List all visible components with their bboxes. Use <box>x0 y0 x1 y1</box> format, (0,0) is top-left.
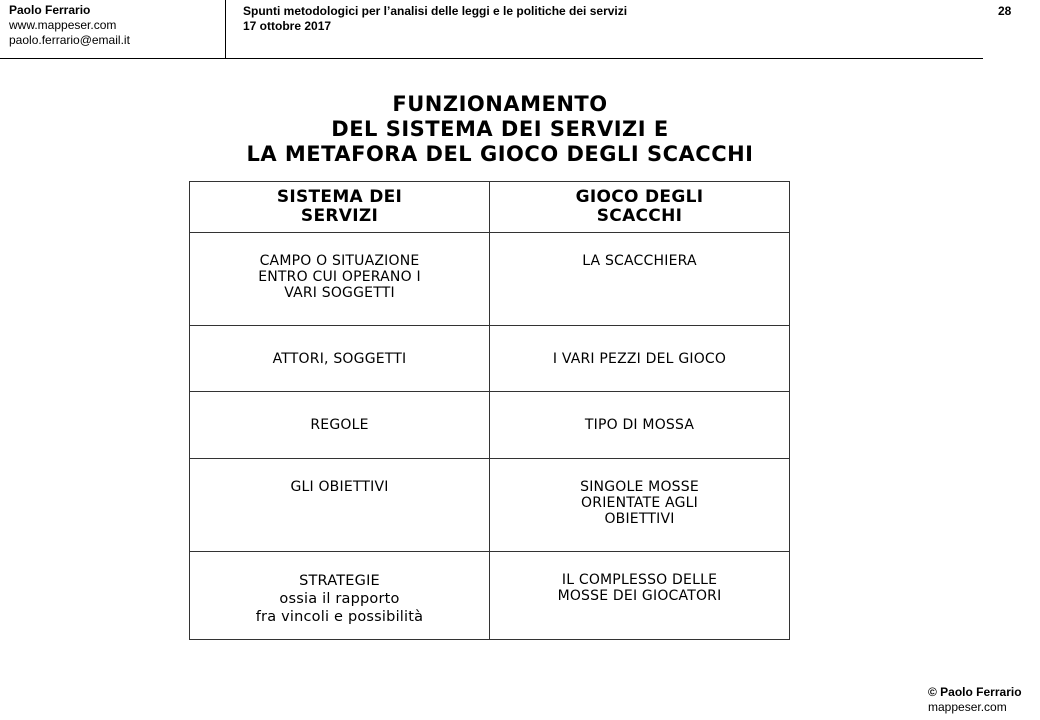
column-header-gioco: GIOCO DEGLI SCACCHI <box>490 182 790 233</box>
table-cell: REGOLE <box>190 392 490 459</box>
table-cell: I VARI PEZZI DEL GIOCO <box>490 326 790 392</box>
header-rule <box>0 58 983 59</box>
header-doc-block <box>243 4 627 34</box>
header-divider <box>225 0 226 58</box>
table-row <box>190 392 790 459</box>
title-line: DEL SISTEMA DEI SERVIZI E <box>331 117 669 141</box>
table-row <box>190 459 790 552</box>
slide-title <box>150 92 850 167</box>
column-header-sistema: SISTEMA DEI SERVIZI <box>190 182 490 233</box>
table-cell: GLI OBIETTIVI <box>190 459 490 552</box>
document-title: Spunti metodologici per l’analisi delle leggi e le politiche dei servizi <box>243 4 628 18</box>
title-line: LA METAFORA DEL GIOCO DEGLI SCACCHI <box>246 142 754 166</box>
page-number: 28 <box>998 4 1012 18</box>
table-row <box>190 326 790 392</box>
table-cell: CAMPO O SITUAZIONE ENTRO CUI OPERANO I VARI SOGGETTI <box>190 233 490 326</box>
author-website: www.mappeser.com <box>9 18 117 32</box>
table-cell: LA SCACCHIERA <box>490 233 790 326</box>
metaphor-table <box>189 181 790 640</box>
table-row <box>190 233 790 326</box>
table-cell: IL COMPLESSO DELLE MOSSE DEI GIOCATORI <box>490 552 790 640</box>
table-row <box>190 552 790 640</box>
header-author-block <box>9 3 130 48</box>
table-cell: ATTORI, SOGGETTI <box>190 326 490 392</box>
table-cell: STRATEGIE ossia il rapporto fra vincoli e possibilità <box>190 552 490 640</box>
author-email: paolo.ferrario@email.it <box>9 33 130 47</box>
title-line: FUNZIONAMENTO <box>392 92 608 116</box>
table-cell: TIPO DI MOSSA <box>490 392 790 459</box>
table-header-row <box>190 182 790 233</box>
footer-copyright: © Paolo Ferrario <box>928 685 1022 699</box>
author-name: Paolo Ferrario <box>9 3 91 17</box>
footer <box>928 685 1022 715</box>
footer-site: mappeser.com <box>928 700 1007 714</box>
document-date: 17 ottobre 2017 <box>243 19 332 33</box>
table-cell: SINGOLE MOSSE ORIENTATE AGLI OBIETTIVI <box>490 459 790 552</box>
